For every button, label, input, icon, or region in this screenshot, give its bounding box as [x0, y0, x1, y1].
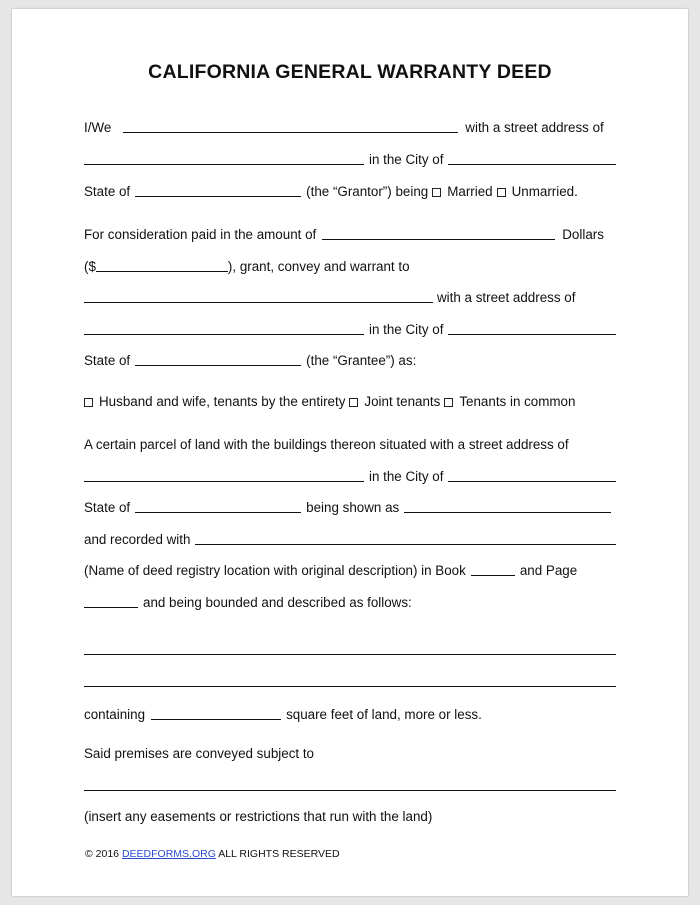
- document-title: CALIFORNIA GENERAL WARRANTY DEED: [148, 61, 552, 83]
- subject-to-line-row: [84, 774, 616, 794]
- shown-as-line[interactable]: [404, 512, 611, 513]
- parcel-state-label: State of: [84, 500, 131, 515]
- tenants-common-label: Tenants in common: [459, 394, 576, 409]
- married-label: Married: [447, 184, 493, 199]
- grantee-name-row: [84, 286, 616, 306]
- registry-row: [84, 559, 616, 579]
- square-feet-line[interactable]: [151, 719, 281, 720]
- consideration-row: [84, 223, 616, 243]
- parcel-intro-row: [84, 433, 616, 453]
- dollar-open-label: ($: [84, 259, 96, 274]
- joint-tenants-label: Joint tenants: [364, 394, 441, 409]
- grantor-street-line[interactable]: [84, 164, 364, 165]
- parcel-address-row: [84, 465, 616, 485]
- grantee-street-line[interactable]: [84, 334, 364, 335]
- grantor-city-label: in the City of: [369, 152, 444, 167]
- grantor-city-line[interactable]: [448, 164, 616, 165]
- easements-note-row: [84, 805, 616, 825]
- husband-wife-checkbox[interactable]: [84, 398, 93, 407]
- grantee-city-label: in the City of: [369, 322, 444, 337]
- consideration-words-line[interactable]: [322, 239, 555, 240]
- consideration-amount-label: For consideration paid in the amount of: [84, 227, 317, 242]
- book-line[interactable]: [471, 575, 515, 576]
- footer-link[interactable]: DEEDFORMS.ORG: [121, 848, 216, 860]
- consideration-figure-row: [84, 255, 616, 275]
- parcel-city-line[interactable]: [448, 481, 616, 482]
- unmarried-checkbox[interactable]: [497, 188, 506, 197]
- deed-form-page: [12, 9, 688, 896]
- grantee-address-row: [84, 318, 616, 338]
- grantor-name-row: [84, 116, 616, 136]
- grantor-state-row: [84, 180, 616, 200]
- grantor-street-address-label: with a street address of: [465, 120, 604, 135]
- grantor-name-line[interactable]: [123, 132, 458, 133]
- grantee-name-line[interactable]: [84, 302, 433, 303]
- grantor-address-row: [84, 148, 616, 168]
- page-label: and Page: [519, 563, 578, 578]
- registry-label: (Name of deed registry location with original description) in Book: [84, 563, 466, 578]
- grantee-state-label: State of: [84, 353, 131, 368]
- recorded-with-label: and recorded with: [84, 532, 191, 547]
- grant-convey-label: ), grant, convey and warrant to: [227, 259, 410, 274]
- parcel-street-line[interactable]: [84, 481, 364, 482]
- joint-tenants-checkbox[interactable]: [349, 398, 358, 407]
- grantee-city-line[interactable]: [448, 334, 616, 335]
- grantee-state-line[interactable]: [135, 365, 301, 366]
- containing-label: containing: [84, 707, 146, 722]
- description-row-2: [84, 670, 616, 690]
- description-row-1: [84, 638, 616, 658]
- description-line-1[interactable]: [84, 654, 616, 655]
- married-checkbox[interactable]: [432, 188, 441, 197]
- subject-to-row: [84, 742, 616, 762]
- parcel-state-row: [84, 496, 616, 516]
- subject-to-label: Said premises are conveyed subject to: [84, 746, 314, 761]
- footer: [85, 848, 340, 860]
- iwe-label: I/We: [84, 120, 112, 135]
- recorded-with-row: [84, 528, 616, 548]
- description-line-2[interactable]: [84, 686, 616, 687]
- parcel-state-line[interactable]: [135, 512, 301, 513]
- grantor-state-label: State of: [84, 184, 131, 199]
- grantee-role-label: (the “Grantee”) as:: [306, 353, 417, 368]
- containing-row: [84, 703, 616, 723]
- consideration-figure-line[interactable]: [96, 271, 228, 272]
- parcel-city-label: in the City of: [369, 469, 444, 484]
- bounded-label: and being bounded and described as follows:: [143, 595, 412, 610]
- page-number-line[interactable]: [84, 607, 138, 608]
- bounded-row: [84, 591, 616, 611]
- footer-copyright: © 2016: [85, 848, 120, 860]
- dollars-label: Dollars: [562, 227, 604, 242]
- grantee-street-address-label: with a street address of: [437, 290, 576, 305]
- tenants-common-checkbox[interactable]: [444, 398, 453, 407]
- unmarried-label: Unmarried.: [511, 184, 578, 199]
- husband-wife-label: Husband and wife, tenants by the entirety: [99, 394, 346, 409]
- tenancy-row: [84, 390, 616, 410]
- shown-as-label: being shown as: [306, 500, 400, 515]
- subject-to-line[interactable]: [84, 790, 616, 791]
- parcel-intro-text: A certain parcel of land with the buildings thereon situated with a street address of: [84, 437, 569, 452]
- recorded-with-line[interactable]: [195, 544, 616, 545]
- square-feet-label: square feet of land, more or less.: [286, 707, 482, 722]
- grantor-state-line[interactable]: [135, 196, 301, 197]
- grantee-state-row: [84, 349, 616, 369]
- grantor-role-label: (the “Grantor”) being: [306, 184, 429, 199]
- footer-rights: ALL RIGHTS RESERVED: [218, 848, 340, 860]
- easements-note: (insert any easements or restrictions that run with the land): [84, 809, 433, 824]
